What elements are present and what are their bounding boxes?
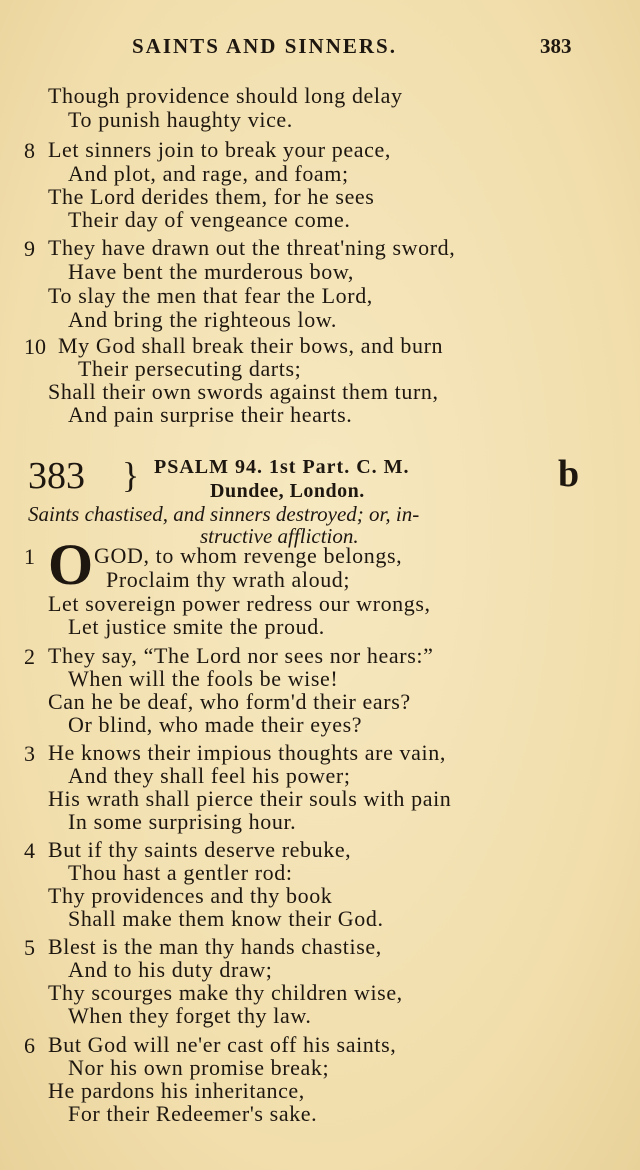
- hymn-tunes: Dundee, London.: [210, 480, 365, 502]
- verse-line: But God will ne'er cast off his saints,: [48, 1032, 397, 1057]
- key-signature: b: [558, 453, 580, 495]
- verse-line: Let sovereign power redress our wrongs,: [48, 591, 431, 616]
- page-number: 383: [540, 34, 572, 58]
- verse-number: 10: [24, 334, 46, 359]
- verse-line: Though providence should long delay: [48, 83, 403, 108]
- verse-line: And plot, and rage, and foam;: [68, 161, 349, 186]
- verse-line: Their persecuting darts;: [78, 356, 302, 381]
- verse-line: Proclaim thy wrath aloud;: [106, 567, 351, 592]
- verse-line: And bring the righteous low.: [68, 307, 337, 332]
- verse-line: His wrath shall pierce their souls with pain: [48, 786, 452, 811]
- hymn-title: PSALM 94. 1st Part. C. M.: [154, 456, 410, 478]
- verse-line: The Lord derides them, for he sees: [48, 184, 375, 209]
- verse-number: 5: [24, 935, 35, 960]
- verse-line: Let justice smite the proud.: [68, 614, 325, 639]
- hymn-subject: Saints chastised, and sinners destroyed; or, in-: [28, 502, 420, 526]
- verse-line: In some surprising hour.: [68, 809, 297, 834]
- verse-number: 1: [24, 544, 35, 569]
- verse-line: Nor his own promise break;: [68, 1055, 330, 1080]
- verse-line: Thou hast a gentler rod:: [68, 860, 293, 885]
- verse-line: Blest is the man thy hands chastise,: [48, 934, 382, 959]
- verse-number: 2: [24, 644, 35, 669]
- verse-line: Thy scourges make thy children wise,: [48, 980, 403, 1005]
- verse-number: 6: [24, 1033, 35, 1058]
- verse-line: He pardons his inheritance,: [48, 1078, 305, 1103]
- verse-line: They have drawn out the threat'ning sword,: [48, 235, 456, 260]
- verse-number: 3: [24, 741, 35, 766]
- verse-line: Shall make them know their God.: [68, 906, 384, 931]
- verse-line: And pain surprise their hearts.: [68, 402, 353, 427]
- verse-number: 9: [24, 236, 35, 261]
- verse-line: But if thy saints deserve rebuke,: [48, 837, 352, 862]
- verse-line: Can he be deaf, who form'd their ears?: [48, 689, 411, 714]
- verse-line: He knows their impious thoughts are vain,: [48, 740, 446, 765]
- verse-line: And to his duty draw;: [68, 957, 273, 982]
- verse-line: For their Redeemer's sake.: [68, 1101, 318, 1126]
- drop-cap: O: [48, 532, 94, 597]
- verse-line: When will the fools be wise!: [68, 666, 339, 691]
- verse-number: 8: [24, 138, 35, 163]
- verse-line: They say, “The Lord nor sees nor hears:”: [48, 643, 434, 668]
- verse-line: And they shall feel his power;: [68, 763, 351, 788]
- verse-line: My God shall break their bows, and burn: [58, 333, 444, 358]
- verse-line: Have bent the murderous bow,: [68, 259, 355, 284]
- verse-line: GOD, to whom revenge belongs,: [94, 543, 403, 568]
- verse-line: To punish haughty vice.: [68, 107, 293, 132]
- running-head: SAINTS AND SINNERS.: [132, 34, 397, 58]
- page-header: [0, 34, 640, 68]
- verse-line: Shall their own swords against them turn,: [48, 379, 439, 404]
- verse-line: Or blind, who made their eyes?: [68, 712, 363, 737]
- verse-line: To slay the men that fear the Lord,: [48, 283, 373, 308]
- verse-line: Their day of vengeance come.: [68, 207, 351, 232]
- verse-line: Thy providences and thy book: [48, 883, 333, 908]
- verse-line: When they forget thy law.: [68, 1003, 312, 1028]
- hymn-subject: structive affliction.: [200, 524, 359, 548]
- hymn-number: 383: [28, 455, 85, 497]
- verse-number: 4: [24, 838, 35, 863]
- verse-line: Let sinners join to break your peace,: [48, 137, 391, 162]
- brace-glyph: }: [122, 455, 140, 495]
